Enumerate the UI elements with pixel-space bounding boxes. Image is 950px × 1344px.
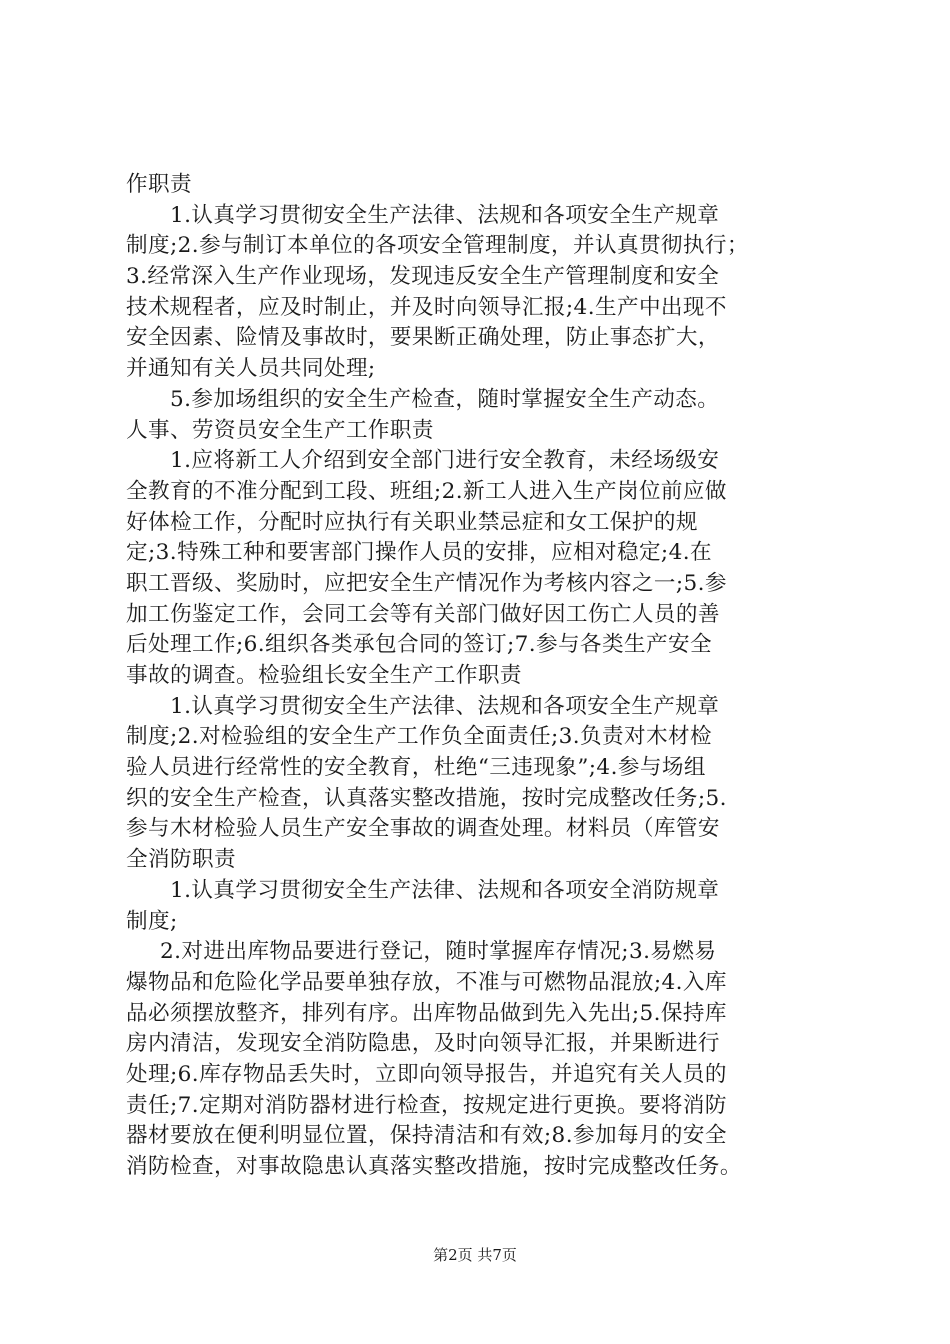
text-line: 参与木材检验人员生产安全事故的调查处理。材料员（库管安: [126, 816, 720, 842]
text-line: 职工晋级、奖励时，应把安全生产情况作为考核内容之一;5.参: [126, 570, 727, 596]
text-line: 并通知有关人员共同处理;: [126, 356, 376, 382]
text-line: 2.对进出库物品要进行登记，随时掌握库存情况;3.易燃易: [160, 939, 717, 965]
text-line: 房内清洁，发现安全消防隐患，及时向领导汇报，并果断进行: [126, 1031, 720, 1057]
text-line: 制度;2.参与制订本单位的各项安全管理制度，并认真贯彻执行；: [126, 233, 749, 259]
page-footer: 第2页 共7页: [433, 1246, 517, 1264]
document-body: [126, 170, 836, 1183]
text-line: 定;3.特殊工种和要害部门操作人员的安排，应相对稳定;4.在: [126, 540, 713, 566]
text-line: 消防检查，对事故隐患认真落实整改措施，按时完成整改任务。: [126, 1154, 742, 1179]
text-line: 织的安全生产检查，认真落实整改措施，按时完成整改任务;5.: [126, 785, 727, 811]
text-line: 好体检工作，分配时应执行有关职业禁忌症和女工保护的规: [126, 509, 698, 535]
text-line: 作职责: [126, 172, 192, 197]
text-line: 事故的调查。检验组长安全生产工作职责: [126, 663, 522, 688]
text-line: 器材要放在便利明显位置，保持清洁和有效;8.参加每月的安全: [126, 1123, 727, 1149]
text-line: 全消防职责: [126, 847, 236, 873]
text-line: 1.认真学习贯彻安全生产法律、法规和各项安全消防规章: [170, 877, 720, 903]
text-line: 技术规程者，应及时制止，并及时向领导汇报;4.生产中出现不: [126, 294, 727, 320]
text-line: 人事、劳资员安全生产工作职责: [126, 417, 434, 443]
text-line: 1.认真学习贯彻安全生产法律、法规和各项安全生产规章: [170, 693, 720, 719]
text-line: 全教育的不准分配到工段、班组;2.新工人进入生产岗位前应做: [126, 478, 727, 504]
text-line: 处理;6.库存物品丢失时，立即向领导报告，并追究有关人员的: [126, 1061, 727, 1087]
text-line: 3.经常深入生产作业现场，发现违反安全生产管理制度和安全: [126, 264, 720, 290]
text-line: 制度;2.对检验组的安全生产工作负全面责任;3.负责对木材检: [126, 724, 713, 750]
text-line: 爆物品和危险化学品要单独存放，不准与可燃物品混放;4.入库: [126, 969, 727, 995]
text-line: 制度;: [126, 908, 178, 934]
text-line: 1.认真学习贯彻安全生产法律、法规和各项安全生产规章: [170, 202, 720, 228]
text-line: 5.参加场组织的安全生产检查，随时掌握安全生产动态。: [170, 386, 720, 412]
text-line: 加工伤鉴定工作，会同工会等有关部门做好因工伤亡人员的善: [126, 601, 720, 627]
text-line: 责任;7.定期对消防器材进行检查，按规定进行更换。要将消防: [126, 1092, 727, 1118]
text-line: 1.应将新工人介绍到安全部门进行安全教育，未经场级安: [170, 448, 720, 474]
text-line: 品必须摆放整齐，排列有序。出库物品做到先入先出;5.保持库: [126, 1000, 727, 1026]
text-line: 安全因素、险情及事故时，要果断正确处理，防止事态扩大，: [126, 325, 720, 351]
text-line: 后处理工作;6.组织各类承包合同的签订;7.参与各类生产安全: [126, 632, 713, 658]
text-line: 验人员进行经常性的安全教育，杜绝“三违现象”;4.参与场组: [126, 755, 706, 781]
